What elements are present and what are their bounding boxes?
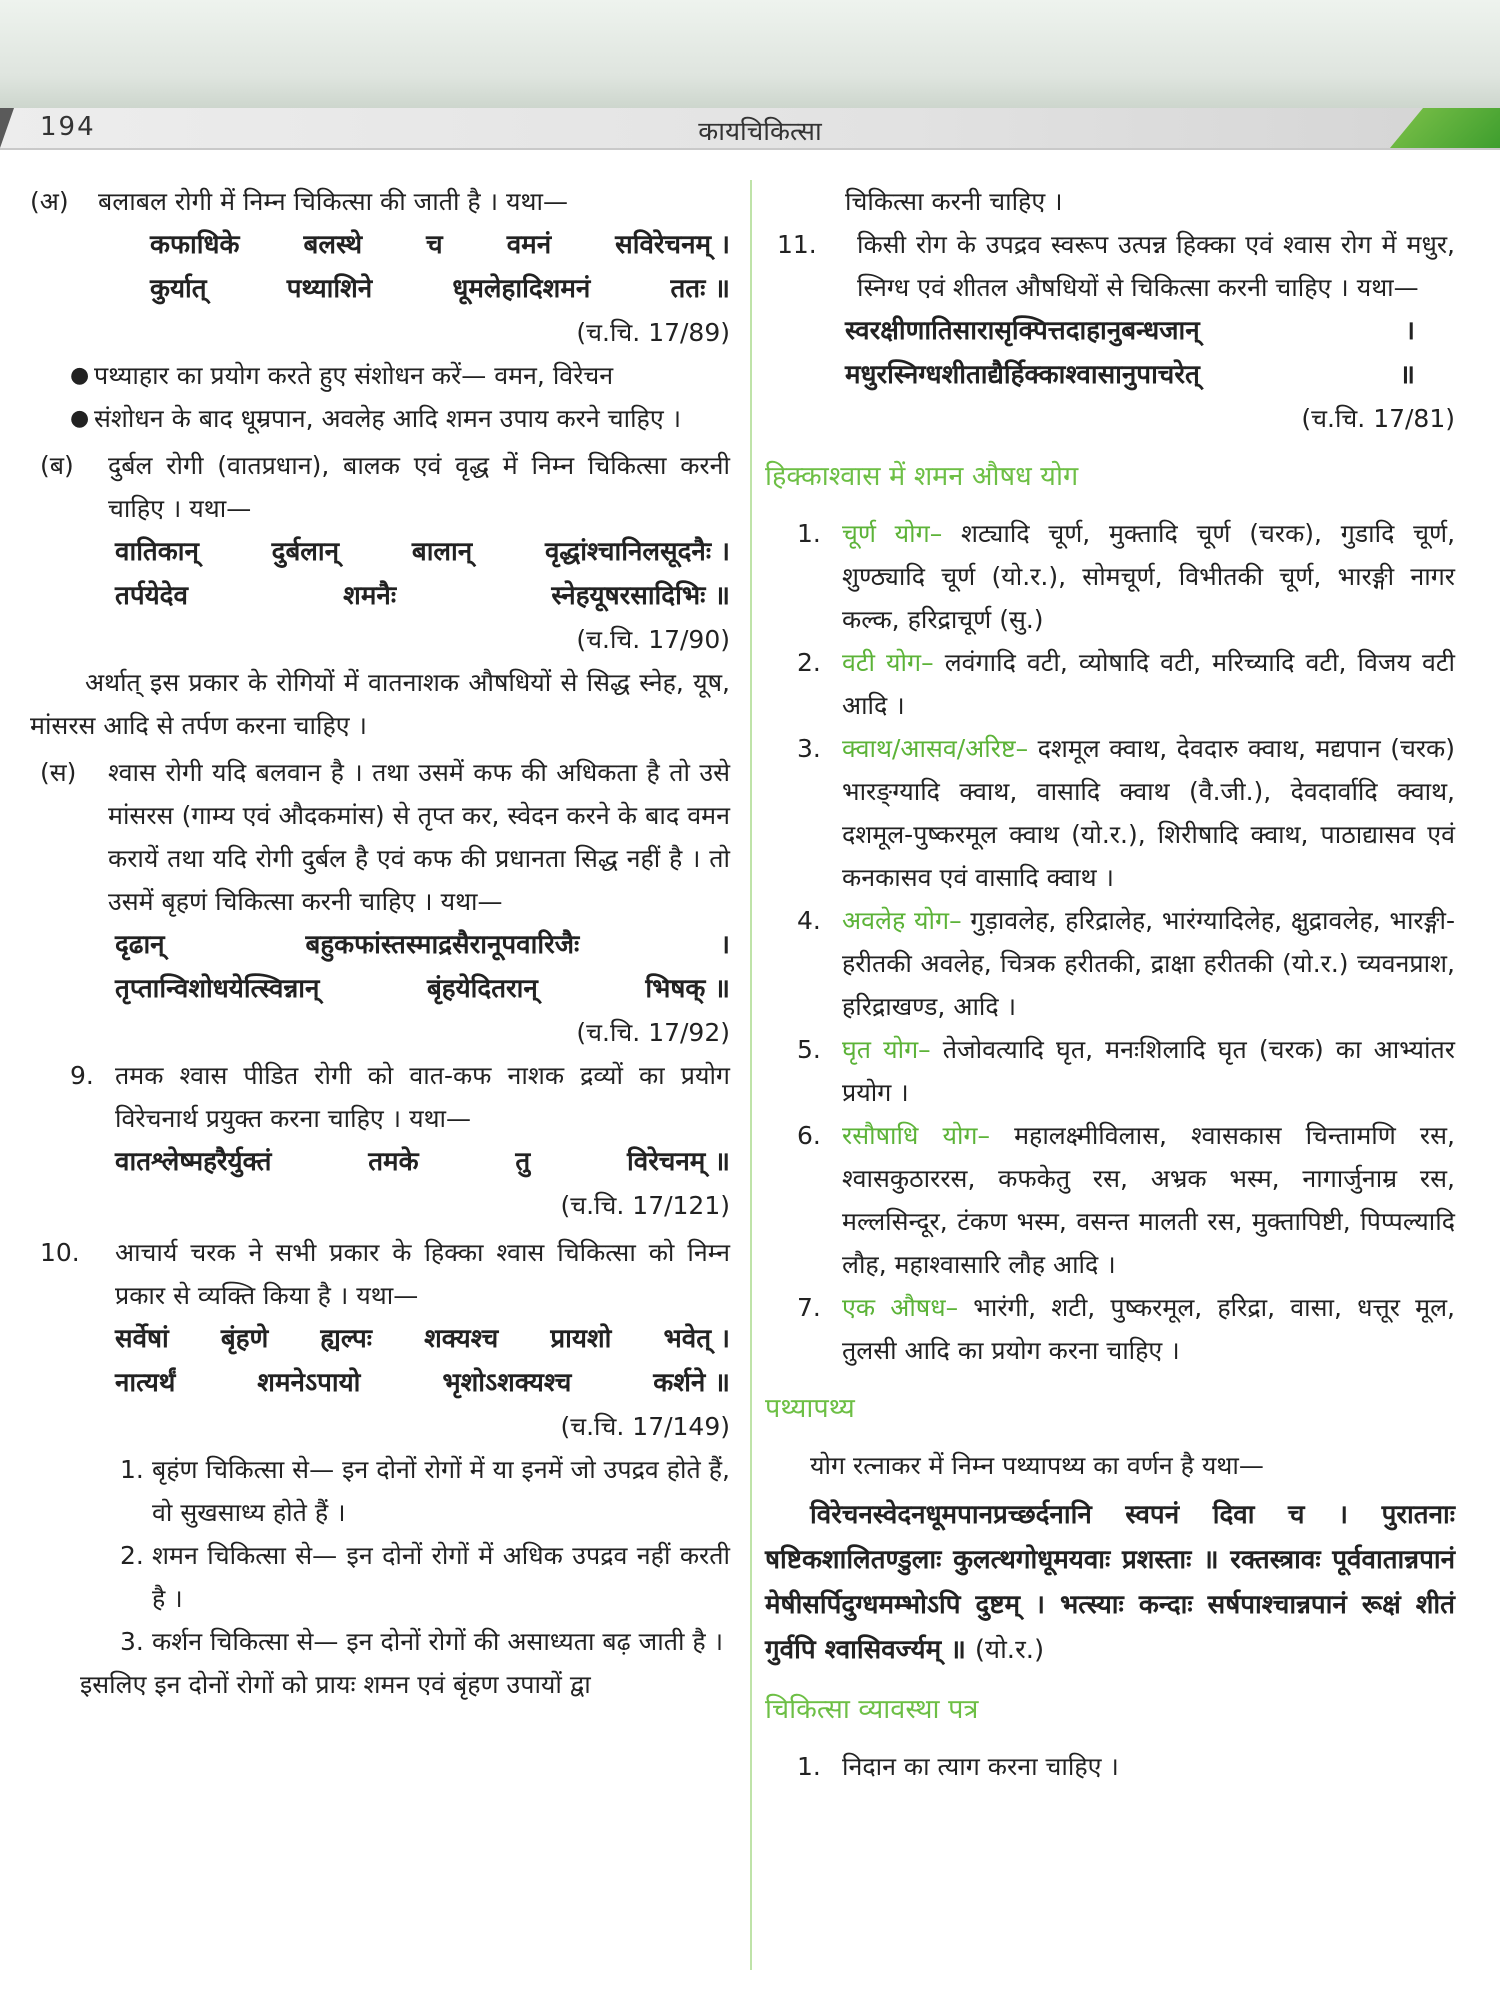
verse-word: तमके (368, 1147, 419, 1177)
verse-word: बृंहणे (220, 1324, 269, 1354)
yoga-name: अवलेह योग– (842, 906, 962, 935)
verse-line (115, 1317, 730, 1361)
running-title: कायचिकित्सा (698, 117, 822, 147)
verse-reference: (च.चि. 17/89) (576, 318, 730, 347)
verse-reference: (च.चि. 17/90) (576, 625, 730, 654)
header-green-accent (1390, 108, 1500, 148)
verse-word: स्वरक्षीणातिसारासृक्पित्तदाहानुबन्धजान् (845, 316, 1200, 346)
yoga-item (797, 899, 1455, 1028)
paragraph: अर्थात् इस प्रकार के रोगियों में वातनाशक औषधियों से सिद्ध स्नेह, यूष, मांसरस आदि से तर्पण करना चाहिए । (30, 668, 730, 740)
section-heading: हिक्काश्वास में शमन औषध योग (765, 461, 1079, 492)
entry-text: श्वास रोगी यदि बलवान है । तथा उसमें कफ की अधिकता है तो उसे मांसरस (गाम्य एवं औदकमांस) से तृप्त कर, स्वेदन करने के बाद वमन करायें तथा यदि रोगी दुर्बल है एवं कफ की प्रधानता सिद्ध नहीं है । तो उसमें बृहणं चिकित्सा करनी चाहिए । यथा— (108, 758, 730, 916)
yoga-number: 6. (797, 1121, 821, 1150)
sub-item-number: 3. (120, 1627, 144, 1656)
entry-text: आचार्य चरक ने सभी प्रकार के हिक्का श्वास चिकित्सा को निम्न प्रकार से व्यक्ति किया है । यथा— (115, 1238, 730, 1310)
yoga-text: तेजोवत्यादि घृत, मनःशिलादि घृत (चरक) का आभ्यांतर प्रयोग । (842, 1035, 1455, 1107)
yoga-text: शट्यादि चूर्ण, मुक्तादि चूर्ण (चरक), गुडादि चूर्ण, शुण्ठ्यादि चूर्ण (यो.र.), सोमचूर्ण, विभीतकी चूर्ण, भारङ्गी नागर कल्क, हरिद्राचूर्ण (सु.) (842, 519, 1456, 634)
entry-label: 9. (70, 1061, 94, 1090)
verse-word: कफाधिके (150, 230, 240, 260)
entry-label: 11. (777, 230, 817, 259)
entry-text: तमक श्वास पीडित रोगी को वात-कफ नाशक द्रव्यों का प्रयोग विरेचनार्थ प्रयुक्त करना चाहिए । यथा— (115, 1061, 730, 1133)
yoga-name: रसौषाधि योग– (842, 1121, 991, 1150)
bullet-text: संशोधन के बाद धूम्रपान, अवलेह आदि शमन उपाय करने चाहिए । (94, 404, 682, 433)
list-item (797, 1745, 1455, 1788)
entry-10 (40, 1231, 730, 1317)
sub-item (120, 1534, 730, 1620)
verse-word: च (426, 230, 443, 260)
page-header (0, 108, 1500, 150)
verse-word: तृप्तान्विशोधयेत्स्विन्नान् (115, 974, 320, 1004)
yoga-name: घृत योग– (842, 1035, 931, 1064)
verse-word: विरेचनम् ॥ (627, 1147, 730, 1177)
entry-label: 10. (40, 1238, 80, 1267)
verse-word: स्नेहयूषरसादिभिः ॥ (551, 581, 730, 611)
yoga-number: 3. (797, 734, 821, 763)
verse-word: दृढान् (115, 930, 165, 960)
bullet-icon: ● (70, 363, 90, 388)
verse-line (150, 223, 730, 267)
verse-line (845, 353, 1415, 397)
section-heading: पथ्यापथ्य (765, 1393, 855, 1424)
verse-word: । (1405, 316, 1415, 346)
verse-line (115, 923, 730, 967)
verse-word: भवेत् । (663, 1324, 730, 1354)
verse-word: कर्शने ॥ (653, 1368, 730, 1398)
verse-line (115, 530, 730, 574)
verse-word: नात्यर्थं (115, 1368, 176, 1398)
verse-word: ह्यल्पः (320, 1324, 373, 1354)
bullet-icon: ● (70, 406, 90, 431)
yoga-text: दशमूल क्वाथ, देवदारु क्वाथ, मद्यपान (चरक) भारङ्ग्यादि क्वाथ, वासादि क्वाथ (वै.जी.), देवदार्वादि क्वाथ, दशमूल-पुष्करमूल क्वाथ (यो.र.), शिरीषादि क्वाथ, पाठाद्यासव एवं कनकासव एवं वासादि क्वाथ । (842, 734, 1455, 892)
bullet-text: पथ्याहार का प्रयोग करते हुए संशोधन करें— वमन, विरेचन (94, 361, 614, 390)
bullet-item (70, 397, 730, 440)
sub-item (120, 1448, 730, 1534)
sub-item-text: बृहंण चिकित्सा से— इन दोनों रोगों में या इनमें जो उपद्रव होते हैं, वो सुखसाध्य होते हैं । (152, 1455, 730, 1527)
verse-b (115, 530, 730, 618)
yoga-text: महालक्ष्मीविलास, श्वासकास चिन्तामणि रस, श्वासकुठाररस, कफकेतु रस, अभ्रक भस्म, नागार्जुनाम्र रस, मल्लसिन्दूर, टंकण भस्म, वसन्त मालती रस, मुक्तापिष्टी, पिप्पल्यादि लौह, महाश्वासारि लौह आदि । (842, 1121, 1455, 1279)
paragraph: योग रत्नाकर में निम्न पथ्यापथ्य का वर्णन है यथा— (810, 1451, 1264, 1480)
yoga-item (797, 1028, 1455, 1114)
yoga-item (797, 1286, 1455, 1372)
bullet-item (70, 354, 730, 397)
entry-11 (765, 223, 1455, 309)
verse-word: बृंहयेदितरान् (426, 974, 538, 1004)
verse-line (115, 1140, 730, 1184)
yoga-number: 5. (797, 1035, 821, 1064)
section-heading: चिकित्सा व्यावस्था पत्र (765, 1694, 979, 1725)
verse-11 (845, 309, 1415, 397)
verse-line (115, 1361, 730, 1405)
yoga-name: एक औषध– (842, 1293, 959, 1322)
verse-word: तर्पयेदेव (115, 581, 188, 611)
verse-word: । (720, 930, 730, 960)
verse-word: भिषक् ॥ (645, 974, 730, 1004)
verse-word: तु (515, 1147, 531, 1177)
verse-word: वृद्धांश्चानिलसूदनैः । (544, 537, 730, 567)
verse-s (115, 923, 730, 1011)
verse-word: पथ्याशिने (286, 274, 373, 304)
verse-source: (यो.र.) (974, 1635, 1045, 1665)
closing-line: इसलिए इन दोनों रोगों को प्रायः शमन एवं बृंहण उपायों द्वा (80, 1670, 591, 1699)
verse-word: शक्यश्च (424, 1324, 499, 1354)
verse-10 (115, 1317, 730, 1405)
verse-word: बलस्थे (303, 230, 363, 260)
verse-word: बहुकफांस्तस्माद्रसैरानूपवारिजैः (305, 930, 580, 960)
verse-line (115, 574, 730, 618)
list-text: निदान का त्याग करना चाहिए । (842, 1752, 1119, 1781)
yoga-text: गुड़ावलेह, हरिद्रालेह, भारंग्यादिलेह, क्षुद्रावलेह, भारङ्गी-हरीतकी अवलेह, चित्रक हरीतकी, द्राक्षा हरीतकी (यो.र.) च्यवनप्राश, हरिद्राखण्ड, आदि । (842, 906, 1455, 1021)
verse-reference: (च.चि. 17/149) (560, 1412, 730, 1441)
verse-word: शमनैः (343, 581, 397, 611)
yoga-item (797, 1114, 1455, 1286)
entry-s (30, 751, 730, 923)
yoga-name: वटी योग– (842, 648, 934, 677)
verse-word: मधुरस्निग्धशीताद्यैर्हिक्काश्वासानुपाचरेत् (845, 360, 1200, 390)
yoga-text: भारंगी, शटी, पुष्करमूल, हरिद्रा, वासा, धत्तूर मूल, तुलसी आदि का प्रयोग करना चाहिए । (842, 1293, 1455, 1365)
column-divider (750, 180, 752, 1970)
sub-item-number: 1. (120, 1455, 144, 1484)
continuation-line: चिकित्सा करनी चाहिए । (845, 187, 1063, 216)
verse-word: प्रायशो (550, 1324, 612, 1354)
verse-reference: (च.चि. 17/92) (576, 1018, 730, 1047)
yoga-number: 2. (797, 648, 821, 677)
verse-word: कुर्यात् (150, 274, 207, 304)
verse-word: शमनेऽपायो (257, 1368, 361, 1398)
sub-item-number: 2. (120, 1541, 144, 1570)
verse-a (150, 223, 730, 311)
verse-line (845, 309, 1415, 353)
yoga-name: क्वाथ/आसव/अरिष्ट– (842, 734, 1029, 763)
right-column (765, 180, 1455, 1788)
verse-word: दुर्बलान् (271, 537, 340, 567)
yoga-number: 1. (797, 519, 821, 548)
entry-text: दुर्बल रोगी (वातप्रधान), बालक एवं वृद्ध में निम्न चिकित्सा करनी चाहिए । यथा— (108, 451, 730, 523)
yoga-name: चूर्ण योग– (842, 519, 943, 548)
entry-9 (70, 1054, 730, 1140)
verse-9 (115, 1140, 730, 1184)
verse-reference: (च.चि. 17/81) (1301, 404, 1455, 433)
sub-item (120, 1620, 730, 1663)
verse-reference: (च.चि. 17/121) (560, 1191, 730, 1220)
verse-word: वातिकान् (115, 537, 199, 567)
entry-label: (ब) (40, 451, 74, 480)
yoga-item (797, 512, 1455, 641)
yoga-text: लवंगादि वटी, व्योषादि वटी, मरिच्यादि वटी, विजय वटी आदि । (842, 648, 1455, 720)
verse-word: बालान् (411, 537, 473, 567)
entry-a (30, 180, 730, 223)
verse-line (150, 267, 730, 311)
sub-item-text: शमन चिकित्सा से— इन दोनों रोगों में अधिक उपद्रव नहीं करती है । (152, 1541, 730, 1613)
yoga-item (797, 641, 1455, 727)
entry-label: (स) (40, 758, 77, 787)
left-column (30, 180, 730, 1706)
yoga-number: 7. (797, 1293, 821, 1322)
entry-text: बलाबल रोगी में निम्न चिकित्सा की जाती है । यथा— (98, 187, 568, 216)
top-band (0, 0, 1500, 108)
verse-word: भृशोऽशक्यश्च (442, 1368, 572, 1398)
pathya-verse-text: विरेचनस्वेदनधूमपानप्रच्छर्दनानि स्वपनं दिवा च । पुरातनाः षष्टिकशालितण्डुलाः कुलत्थगोधूमयवाः प्रशस्ताः ॥ रक्तस्त्रावः पूर्ववातान्नपानं मेषीसर्पिदुग्धमम्भोऽपि दुष्टम् । भत्स्याः कन्दाः सर्षपाश्चान्नपानं रूक्षं शीतं गुर्वपि श्वासिवर्ज्यम् ॥ (765, 1500, 1455, 1665)
page-number: 194 (40, 112, 96, 142)
verse-word: सर्वेषां (115, 1324, 169, 1354)
header-corner-mark (0, 108, 14, 148)
entry-b (30, 444, 730, 530)
verse-word: ततः ॥ (670, 274, 730, 304)
yoga-number: 4. (797, 906, 821, 935)
yoga-item (797, 727, 1455, 899)
sub-item-text: कर्शन चिकित्सा से— इन दोनों रोगों की असाध्यता बढ़ जाती है । (152, 1627, 724, 1656)
verse-word: ॥ (1399, 360, 1415, 390)
verse-word: वातश्लेष्महरैर्युक्तं (115, 1147, 272, 1177)
verse-line (115, 967, 730, 1011)
list-number: 1. (797, 1752, 821, 1781)
verse-word: वमनं (506, 230, 552, 260)
verse-word: धूमलेहादिशमनं (452, 274, 591, 304)
entry-label: (अ) (30, 187, 69, 216)
pathya-verse (765, 1493, 1455, 1673)
entry-text: किसी रोग के उपद्रव स्वरूप उत्पन्न हिक्का एवं श्वास रोग में मधुर, स्निग्ध एवं शीतल औषधियों से चिकित्सा करनी चाहिए । यथा— (857, 230, 1455, 302)
verse-word: सविरेचनम् । (615, 230, 730, 260)
